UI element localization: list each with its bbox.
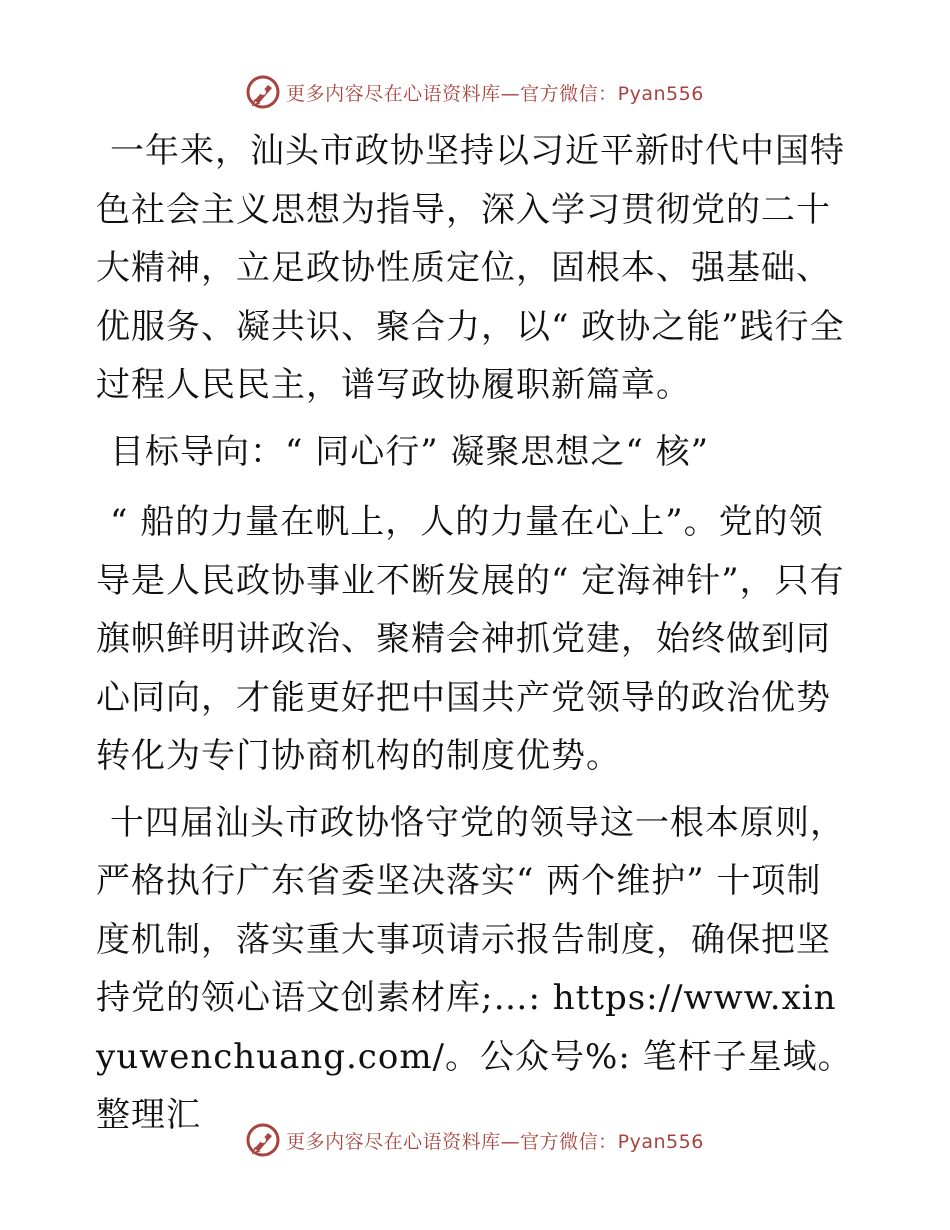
footer-banner-inner <box>246 1123 704 1157</box>
section-heading: 目标导向：“ 同心行” 凝聚思想之“ 核” <box>110 431 709 472</box>
footer-banner <box>0 1120 950 1160</box>
header-banner <box>0 72 950 112</box>
pen-logo-icon <box>246 1123 280 1157</box>
header-banner-inner <box>246 75 704 109</box>
header-banner-text: 更多内容尽在心语资料库—官方微信：Pyan556 <box>286 82 704 105</box>
document-body <box>96 122 856 1153</box>
paragraph-intro: 一年来，汕头市政协坚持以习近平新时代中国特色社会主义思想为指导，深入学习贯彻党的二十大精神，立足政协性质定位，固根本、强基础、优服务、凝共识、聚合力，以“ 政协之能”践行全过程人民民主，谱写政协履职新篇章。 <box>96 131 845 405</box>
footer-banner-text: 更多内容尽在心语资料库—官方微信：Pyan556 <box>286 1130 704 1153</box>
paragraph-leadership: “ 船的力量在帆上，人的力量在心上”。党的领导是人民政协事业不断发展的“ 定海神针”，只有旗帜鲜明讲政治、聚精会神抓党建，始终做到同心同向，才能更好把中国共产党领导的政治优势转化为专门协商机构的制度优势。 <box>96 502 845 776</box>
pen-logo-icon <box>246 75 280 109</box>
paragraph-principles: 十四届汕头市政协恪守党的领导这一根本原则，严格执行广东省委坚决落实“ 两个维护” 十项制度机制，落实重大事项请示报告制度，确保把坚持党的领心语文创素材库;…: https://www.xinyuwenchuang.com/。公众号%: 笔杆子星域。整理汇 <box>96 802 853 1135</box>
